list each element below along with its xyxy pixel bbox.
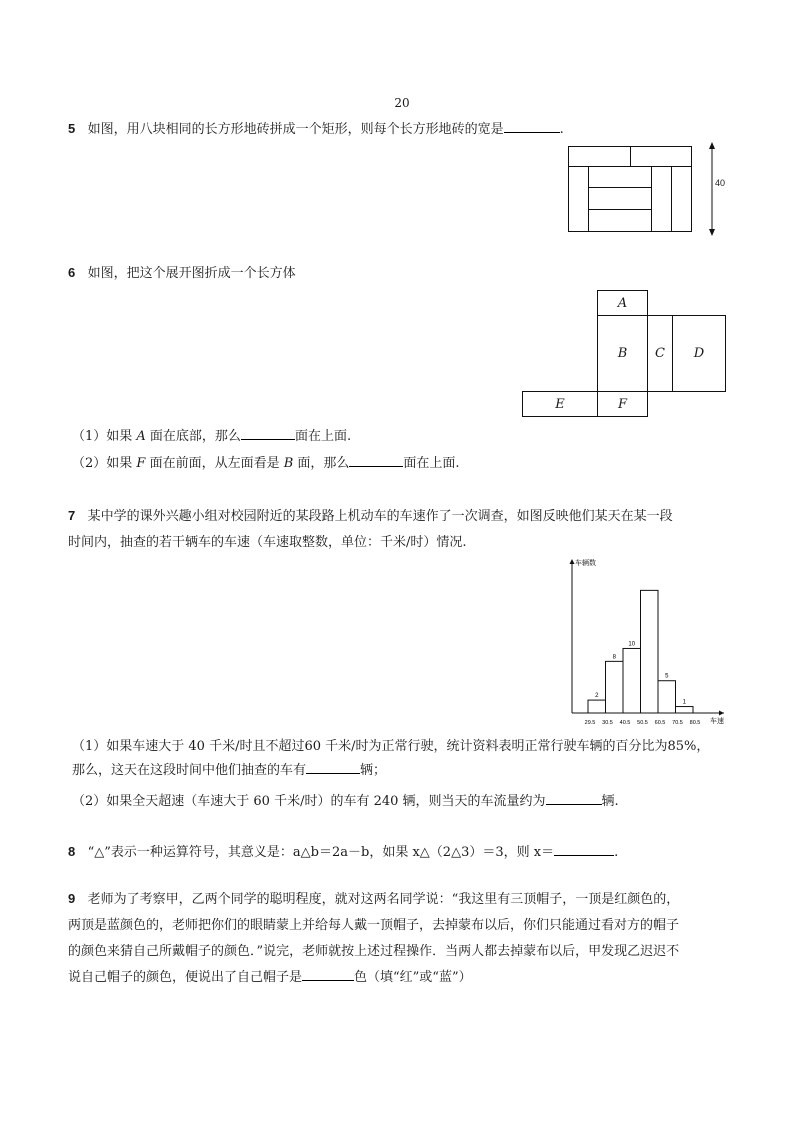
face-var: A: [136, 429, 146, 444]
question-number: 6: [68, 265, 76, 280]
sub-text: 面在底部，那么: [145, 429, 241, 444]
question-text-line-4-tail: 色（填“红”或“蓝”）: [354, 970, 472, 985]
x-tick-label: 30.5: [602, 720, 613, 726]
histogram-bar: [606, 661, 624, 713]
histogram-bar: [641, 590, 659, 713]
tile-horizontal-middle-1: [588, 166, 652, 188]
x-tick-label: 29.5: [584, 720, 596, 726]
question-text-line-1: 老师为了考察甲，乙两个同学的聪明程度，就对这两名同学说：“我这里有三顶帽子，一顶是红颜色的，: [87, 892, 680, 907]
answer-blank[interactable]: [302, 966, 354, 981]
x-axis-arrow: [719, 711, 724, 716]
question-number: 8: [68, 844, 76, 859]
question-7-sub-1: [72, 735, 709, 783]
histogram-bar: [658, 681, 676, 713]
sub-text-line-1: （1）如果车速大于 40 千米/时且不超过60 千米/时为正常行驶，统计资料表明正常行驶车辆的百分比为85%，: [72, 739, 710, 754]
sub-text: 辆；: [360, 763, 387, 778]
question-text-line-2: 两顶是蓝颜色的，老师把你们的眼睛蒙上并给每人戴一顶帽子，去掉蒙布以后，你们只能通过看对方的帽子: [68, 918, 680, 933]
dimension-arrow: [700, 140, 740, 238]
question-number: 9: [68, 891, 76, 906]
question-6-sub-2: [72, 452, 460, 474]
face-c-label: C: [655, 346, 665, 361]
dimension-label: 40: [715, 178, 726, 188]
tile-vertical-1: [568, 166, 589, 232]
tile-vertical-2: [651, 166, 672, 232]
face-var: F: [136, 456, 146, 471]
answer-blank[interactable]: [349, 452, 403, 467]
bar-value-label: 5: [665, 673, 669, 680]
sub-text: （1）如果: [72, 429, 137, 444]
answer-blank[interactable]: [306, 759, 360, 774]
page-number: 20: [394, 96, 410, 110]
histogram-bar: [676, 707, 694, 713]
question-text-line-4: 说自己帽子的颜色，便说出了自己帽子是: [68, 970, 303, 985]
question-text: “△”表示一种运算符号，其意义是：a△b＝2a－b，如果 x△（2△3）＝3，则 x＝: [87, 845, 555, 860]
question-9: [68, 886, 679, 991]
question-text: 如图，用八块相同的长方形地砖拼成一个矩形，则每个长方形地砖的宽是: [87, 122, 504, 137]
face-a-label: A: [617, 296, 628, 311]
face-f-label: F: [617, 397, 628, 412]
tile-horizontal-top-right: [630, 146, 692, 167]
x-tick-label: 40.5: [619, 720, 631, 726]
y-axis-arrow: [570, 559, 575, 564]
question-tail: .: [559, 122, 564, 137]
x-tick-label: 60.5: [654, 720, 666, 726]
tile-horizontal-top-left: [568, 146, 631, 167]
sub-text: 面，那么: [293, 456, 350, 471]
x-axis-label: 车速: [710, 718, 724, 725]
sub-text: （2）如果全天超速（车速大于 60 千米/时）的车有 240 辆，则当天的车流量约为: [72, 794, 546, 809]
sub-text: 面在上面.: [403, 456, 460, 471]
question-text: 如图，把这个展开图折成一个长方体: [87, 266, 296, 281]
answer-blank[interactable]: [504, 118, 560, 133]
question-5: [68, 118, 564, 140]
sub-text: （2）如果: [72, 456, 137, 471]
answer-blank[interactable]: [546, 790, 602, 805]
bar-value-label: 8: [612, 654, 616, 661]
question-text-line-3: 的颜色来猜自己所戴帽子的颜色．”说完，老师就按上述过程操作．当两人都去掉蒙布以后，甲发现乙迟迟不: [68, 944, 680, 959]
histogram-bar: [623, 648, 641, 713]
question-text-line-1: 某中学的课外兴趣小组对校园附近的某段路上机动车的车速作了一次调查，如图反映他们某天在某一段: [87, 509, 673, 524]
question-6: [68, 263, 296, 284]
question-number: 5: [68, 121, 76, 136]
x-tick-label: 50.5: [637, 720, 648, 726]
question-8: [68, 841, 618, 863]
question-text-line-2: 时间内，抽查的若干辆车的车速（车速取整数，单位：千米/时）情况.: [68, 535, 467, 550]
question-6-sub-1: [72, 425, 351, 447]
question-7-sub-2: [72, 790, 619, 812]
tile-vertical-3: [671, 166, 692, 232]
face-e-label: E: [555, 397, 565, 412]
question-7: [68, 503, 673, 556]
x-tick-label: 70.5: [672, 720, 683, 726]
bar-value-label: 1: [682, 699, 686, 706]
face-var: B: [283, 456, 294, 471]
sub-text: 面在上面.: [294, 429, 352, 444]
bar-value-label: 2: [595, 693, 599, 700]
sub-text: 那么，这天在这段时间中他们抽查的车有: [72, 763, 307, 778]
face-d-label: D: [693, 346, 705, 361]
histogram-bar: [588, 700, 606, 713]
answer-blank[interactable]: [241, 425, 295, 440]
speed-histogram: [560, 553, 736, 731]
face-b-label: B: [617, 346, 628, 361]
tile-horizontal-middle-3: [588, 209, 652, 232]
bar-value-label: 10: [628, 641, 636, 648]
x-tick-label: 80.5: [689, 720, 701, 726]
y-axis-label: 车辆数: [575, 560, 596, 567]
tile-horizontal-middle-2: [588, 187, 652, 210]
question-tail: .: [614, 845, 619, 860]
question-number: 7: [68, 508, 76, 523]
answer-blank[interactable]: [554, 841, 614, 856]
sub-text: 辆.: [601, 794, 619, 809]
sub-text: 面在前面，从左面看是: [145, 456, 284, 471]
